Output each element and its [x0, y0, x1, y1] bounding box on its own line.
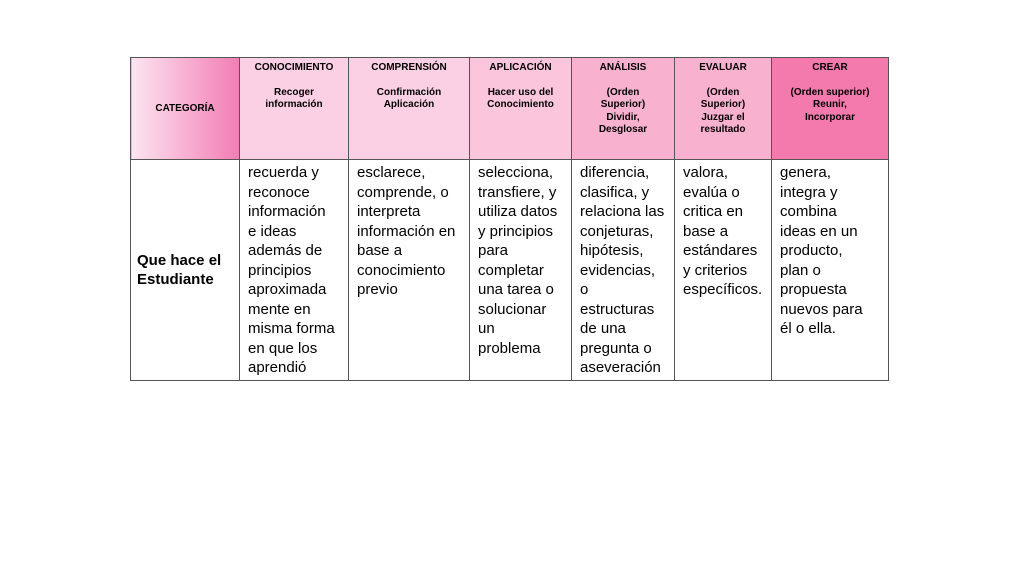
header-evaluar [675, 58, 772, 160]
header-title: ANÁLISIS [599, 62, 647, 73]
header-desc: (Orden superior) Reunir, Incorporar [790, 86, 870, 123]
row-label-cell [131, 160, 240, 381]
row-label: Que hace el Estudiante [137, 252, 222, 288]
header-title: CREAR [812, 62, 848, 73]
header-title: EVALUAR [699, 62, 747, 73]
header-title: APLICACIÓN [489, 62, 552, 73]
taxonomy-table [130, 57, 889, 381]
header-conocimiento [240, 58, 349, 160]
header-crear [772, 58, 889, 160]
category-header-cell [131, 58, 240, 160]
header-desc: Hacer uso del Conocimiento [487, 86, 554, 110]
cell-analisis: diferencia, clasifica, y relaciona las conjeturas, hipótesis, evidencias, o estructuras de una pregunta o aseveración [572, 160, 675, 381]
category-label: CATEGORÍA [155, 102, 215, 114]
header-desc: (Orden Superior) Dividir, Desglosar [598, 86, 648, 135]
header-title: COMPRENSIÓN [371, 62, 447, 73]
cell-crear: genera, integra y combina ideas en un producto, plan o propuesta nuevos para él o ella. [772, 160, 889, 381]
header-desc: Confirmación Aplicación [376, 86, 442, 110]
student-row [131, 160, 889, 381]
header-desc: (Orden Superior) Juzgar el resultado [700, 86, 746, 135]
header-analisis [572, 58, 675, 160]
cell-aplicacion: selecciona, transfiere, y utiliza datos y principios para completar una tarea o solucionar un problema [470, 160, 572, 381]
header-title: CONOCIMIENTO [254, 62, 334, 73]
header-comprension [349, 58, 470, 160]
cell-conocimiento: recuerda y reconoce información e ideas además de principios aproximada mente en misma forma en que los aprendió [240, 160, 349, 381]
cell-evaluar: valora, evalúa o critica en base a estándares y criterios específicos. [675, 160, 772, 381]
cell-comprension: esclarece, comprende, o interpreta información en base a conocimiento previo [349, 160, 470, 381]
header-desc: Recoger información [265, 86, 323, 110]
header-aplicacion [470, 58, 572, 160]
header-row [131, 58, 889, 160]
